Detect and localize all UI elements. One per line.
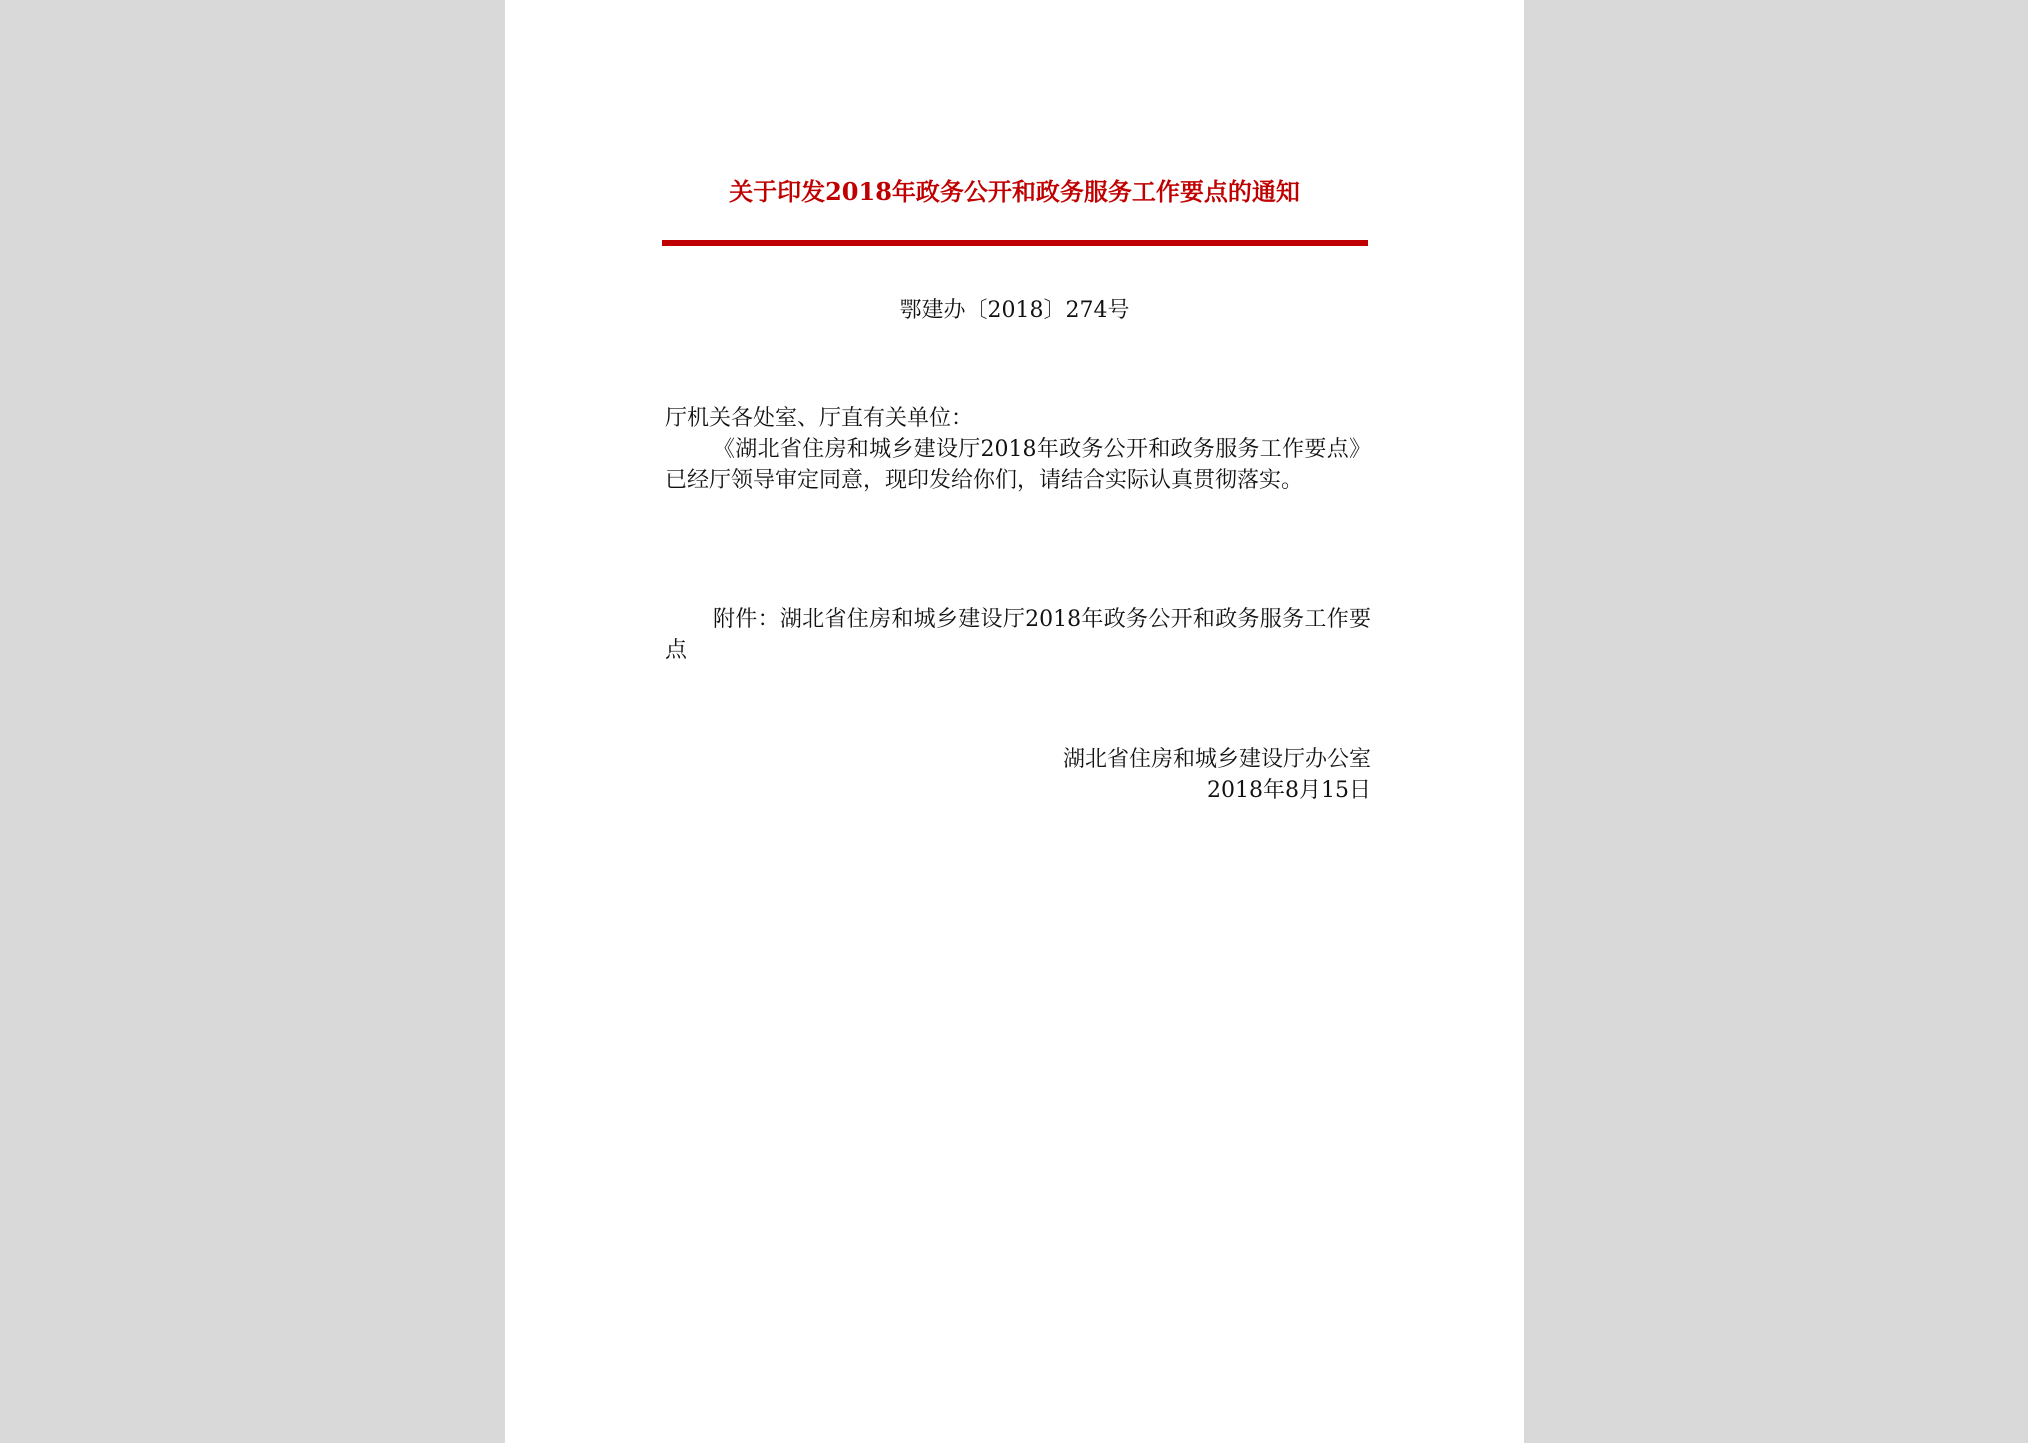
signature-block — [665, 744, 1371, 806]
body-paragraph: 《湖北省住房和城乡建设厅2018年政务公开和政务服务工作要点》已经厅领导审定同意，现印发给你们，请结合实际认真贯彻落实。 — [665, 437, 1371, 493]
document-title: 关于印发2018年政务公开和政务服务工作要点的通知 — [729, 177, 1300, 206]
signature-date: 2018年8月15日 — [1207, 778, 1371, 803]
document-page — [505, 0, 1524, 1443]
salutation: 厅机关各处室、厅直有关单位： — [665, 406, 974, 431]
signature-organization: 湖北省住房和城乡建设厅办公室 — [1062, 747, 1371, 772]
attachment-note: 附件：湖北省住房和城乡建设厅2018年政务公开和政务服务工作要点 — [665, 607, 1371, 663]
red-header-rule — [662, 240, 1368, 246]
document-number: 鄂建办〔2018〕274号 — [899, 298, 1130, 323]
